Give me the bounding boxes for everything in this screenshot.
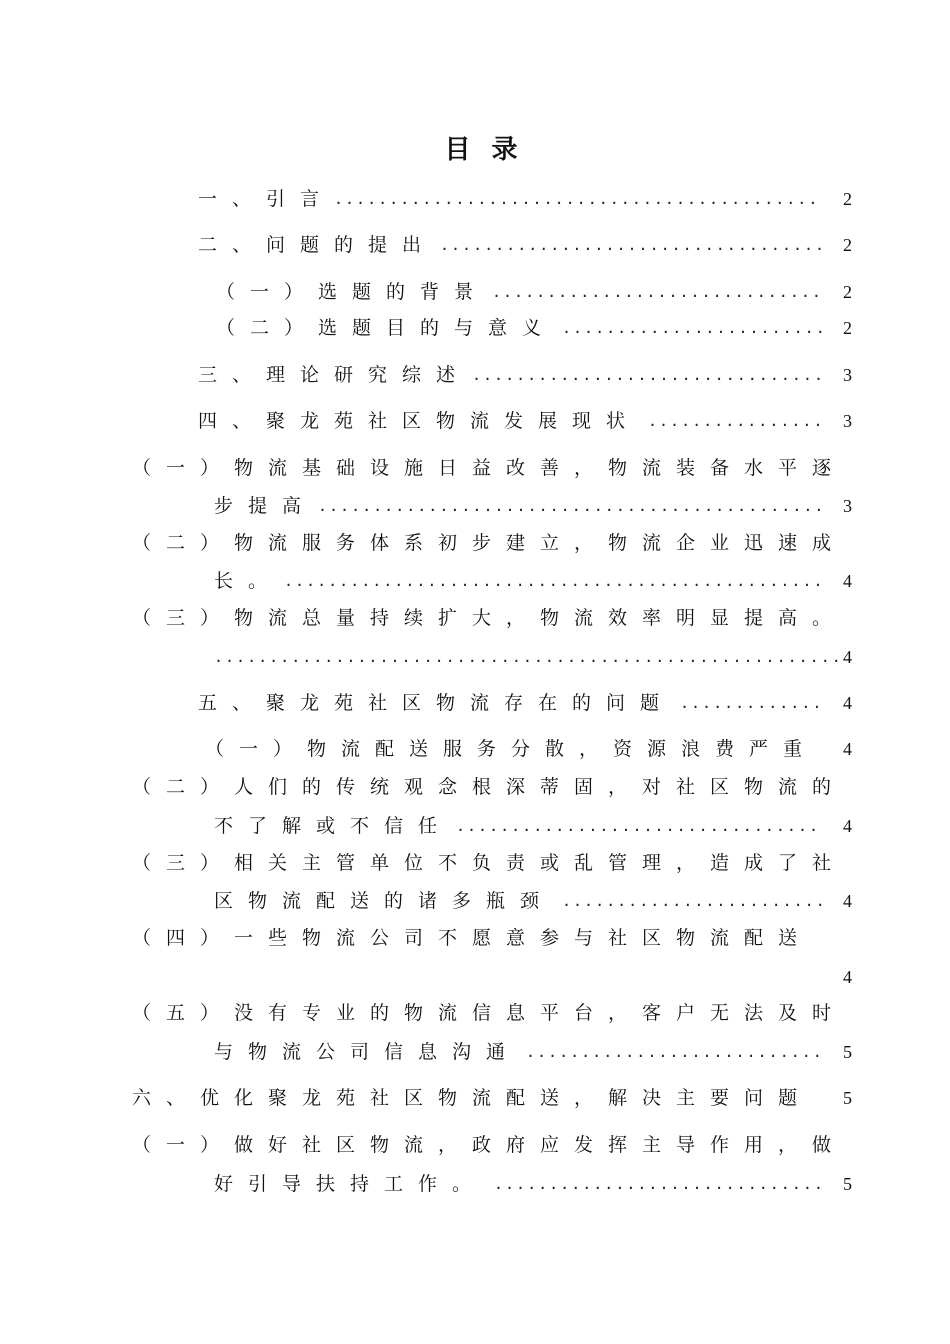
toc-entry[interactable]	[0, 848, 950, 878]
toc-page-number: 4	[843, 816, 852, 836]
toc-entry[interactable]	[0, 603, 950, 633]
toc-entry[interactable]	[0, 772, 950, 802]
toc-leader-dots	[440, 230, 822, 260]
toc-page-number: 4	[843, 571, 852, 591]
toc-entry[interactable]	[0, 313, 950, 343]
toc-entry[interactable]	[0, 406, 950, 436]
toc-entry[interactable]	[0, 528, 950, 558]
toc-entry-text: 好引导扶持工作。	[214, 1173, 487, 1195]
toc-page-number: 2	[843, 282, 852, 302]
toc-leader-dots	[526, 1037, 822, 1067]
toc-leader-dots	[492, 277, 822, 307]
toc-entry-text: 三、理论研究综述	[198, 364, 471, 386]
toc-page-number: 2	[843, 189, 852, 209]
toc-entry-text: （一）物流配送服务分散，资源浪费严重	[205, 738, 818, 760]
toc-entry[interactable]	[0, 998, 950, 1028]
toc-entry-text: 长。	[214, 570, 283, 592]
toc-page-number: 2	[843, 318, 852, 338]
toc-entry-text: （三）相关主管单位不负责或乱管理，造成了社	[132, 852, 847, 874]
toc-entry[interactable]	[0, 1130, 950, 1160]
toc-entry[interactable]	[0, 230, 950, 260]
toc-entry-text: （四）一些物流公司不愿意参与社区物流配送	[132, 927, 813, 949]
toc-entry-text: 步提高	[214, 495, 317, 517]
toc-title: 目 录	[444, 135, 524, 165]
toc-page-number: 3	[843, 411, 852, 431]
toc-leader-dots	[562, 886, 822, 916]
toc-leader-dots	[680, 688, 822, 718]
toc-entry[interactable]	[0, 1037, 950, 1067]
toc-leader-dots	[494, 1169, 822, 1199]
toc-entry[interactable]	[0, 360, 950, 390]
toc-entry-text: 二、问题的提出	[198, 234, 437, 256]
toc-leader-dots	[214, 642, 838, 672]
toc-leader-dots	[284, 566, 822, 596]
toc-leader-dots	[334, 184, 822, 214]
toc-entry-text: 与物流公司信息沟通	[214, 1041, 521, 1063]
toc-entry-text: （二）人们的传统观念根深蒂固，对社区物流的	[132, 776, 847, 798]
toc-entry[interactable]	[0, 566, 950, 596]
toc-leader-dots	[456, 811, 822, 841]
toc-leader-dots	[318, 491, 822, 521]
toc-page-number: 3	[843, 365, 852, 385]
toc-page-number: 4	[843, 967, 852, 987]
toc-page-number: 4	[843, 693, 852, 713]
toc-entry-text: （一）物流基础设施日益改善，物流装备水平逐	[132, 457, 847, 479]
toc-entry-text: （二）物流服务体系初步建立，物流企业迅速成	[132, 532, 847, 554]
toc-page-number: 4	[843, 739, 852, 759]
toc-entry[interactable]	[0, 1083, 950, 1113]
toc-entry[interactable]	[0, 734, 950, 764]
toc-entry-text: 区物流配送的诸多瓶颈	[214, 890, 555, 912]
toc-entry-text: 四、聚龙苑社区物流发展现状	[198, 410, 641, 432]
toc-entry-text: 六、优化聚龙苑社区物流配送，解决主要问题	[132, 1087, 813, 1109]
toc-entry[interactable]	[0, 811, 950, 841]
toc-page-number: 2	[843, 235, 852, 255]
toc-entry-text: 一、引言	[198, 188, 335, 210]
toc-page-number: 5	[843, 1088, 852, 1108]
toc-leader-dots	[472, 360, 822, 390]
toc-entry[interactable]	[0, 1169, 950, 1199]
toc-entry[interactable]	[0, 277, 950, 307]
toc-page-number: 5	[843, 1042, 852, 1062]
toc-entry[interactable]	[0, 886, 950, 916]
toc-entry[interactable]	[0, 962, 950, 992]
toc-page-number: 3	[843, 496, 852, 516]
toc-entry[interactable]	[0, 642, 950, 672]
toc-page-number: 4	[843, 891, 852, 911]
toc-entry[interactable]	[0, 453, 950, 483]
toc-entry-text: （二）选题目的与意义	[216, 317, 557, 339]
toc-leader-dots	[648, 406, 822, 436]
toc-entry[interactable]	[0, 688, 950, 718]
toc-entry-text: （一）做好社区物流，政府应发挥主导作用，做	[132, 1134, 847, 1156]
toc-entry[interactable]	[0, 923, 950, 953]
toc-leader-dots	[562, 313, 822, 343]
toc-entry-text: 不了解或不信任	[214, 815, 453, 837]
toc-entry-text: （三）物流总量持续扩大，物流效率明显提高。	[132, 607, 847, 629]
toc-entry[interactable]	[0, 491, 950, 521]
toc-entry-text: 五、聚龙苑社区物流存在的问题	[198, 692, 675, 714]
toc-page-number: 5	[843, 1174, 852, 1194]
toc-entry-text: （五）没有专业的物流信息平台，客户无法及时	[132, 1002, 847, 1024]
toc-entry[interactable]	[0, 184, 950, 214]
toc-entry-text: （一）选题的背景	[216, 281, 489, 303]
toc-page-number: 4	[843, 647, 852, 667]
